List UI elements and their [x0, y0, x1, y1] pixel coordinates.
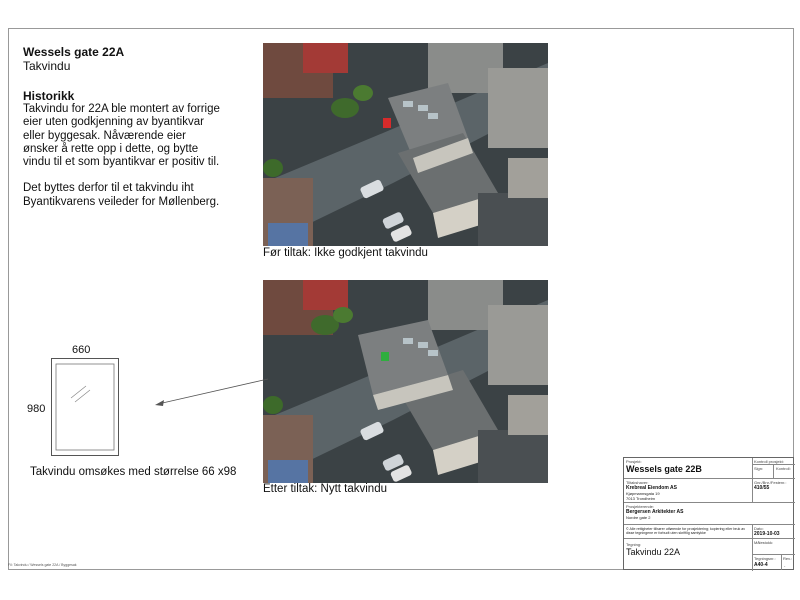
aerial-photo-after: [263, 280, 548, 483]
tb-rev: -: [784, 563, 786, 568]
tb-rev-label: Rev.:: [783, 556, 793, 561]
tb-rights-cell: [624, 525, 752, 539]
tb-project-label: Prosjekt:: [626, 459, 642, 464]
tb-client-cell: [624, 479, 752, 503]
tb-designer-cell: [624, 503, 795, 525]
history-text: [23, 103, 223, 222]
tb-drawing-cell: [624, 539, 752, 570]
tb-client-label: Tiltakshaver:: [626, 480, 649, 485]
after-marker: [381, 352, 389, 361]
aerial-photo-before: [263, 43, 548, 246]
tb-project: Wessels gate 22B: [626, 464, 702, 474]
tb-drawing-no: A40-4: [754, 562, 768, 568]
page-subtitle: Takvindu: [23, 59, 71, 73]
tb-drawing: Takvindu 22A: [626, 547, 681, 557]
tb-gnr-cell: [752, 479, 795, 503]
before-marker: [383, 118, 391, 128]
before-caption: Før tiltak: Ikke godkjent takvindu: [263, 247, 428, 259]
tb-control-label: Kontroll prosjekt:: [754, 459, 784, 464]
tb-project-cell: [624, 458, 752, 479]
tb-sign-label: Sign:: [754, 466, 764, 471]
tb-client-addr2: 7013 Trondheim: [626, 496, 655, 501]
tb-designer-label: Prosjekterende:: [626, 504, 655, 509]
tb-date-cell: [752, 525, 795, 539]
page-title: Wessels gate 22A: [23, 45, 125, 59]
tb-scale-cell: [752, 539, 795, 555]
tb-control-cell: [752, 458, 795, 465]
tb-drawing-no-cell: [752, 555, 795, 570]
leader-arrow: [150, 375, 270, 415]
window-width-label: 660: [72, 344, 91, 356]
tb-gnr: 410/55: [754, 485, 770, 491]
title-block: [623, 457, 794, 570]
tb-gnr-label: Gnr./Bnr./Festenr.:: [754, 480, 787, 485]
tb-rights-text: © Alle rettigheter tilhører utførende for prosjektering; kopiering eller bruk av disse tegningene er forbudt uten skriftlig samtykke: [626, 527, 746, 536]
window-size-caption: Takvindu omsøkes med størrelse 66 x98: [30, 466, 237, 478]
tb-date: 2019-10-03: [754, 531, 780, 537]
tb-drawing-no-label: Tegningsnr.:: [754, 556, 776, 561]
window-height-label: 980: [27, 403, 46, 415]
after-caption: Etter tiltak: Nytt takvindu: [263, 483, 387, 495]
file-path-footer: Fil: Takvindu / Wessels gate 22A / Byggesak: [8, 563, 77, 567]
history-paragraph-2: Det byttes derfor til et takvindu iht Byantikvarens veileder for Møllenberg.: [23, 182, 220, 208]
skylight-drawing: [51, 358, 119, 456]
tb-date-label: Dato:: [754, 526, 764, 531]
tb-designer-addr: Nordre gate 2: [626, 515, 651, 520]
tb-client-addr1: Kjøpmannsgata 19: [626, 491, 660, 496]
tb-control2-label: Kontroll:: [776, 466, 791, 471]
tb-drawing-label: Tegning:: [626, 542, 642, 547]
tb-scale-label: Målestokk:: [754, 540, 774, 545]
history-heading: Historikk: [23, 89, 75, 103]
tb-client-name: Krebreal Eiendom AS: [626, 485, 677, 491]
history-paragraph-1: Takvindu for 22A ble montert av forrige eier uten godkjenning av byantikvar eller byggesak. Nåværende eier ønsker å rette opp i dette, og bytte vindu til et som byantikvar er positiv til.: [23, 103, 220, 169]
tb-designer-name: Bergersen Arkitekter AS: [626, 509, 684, 515]
